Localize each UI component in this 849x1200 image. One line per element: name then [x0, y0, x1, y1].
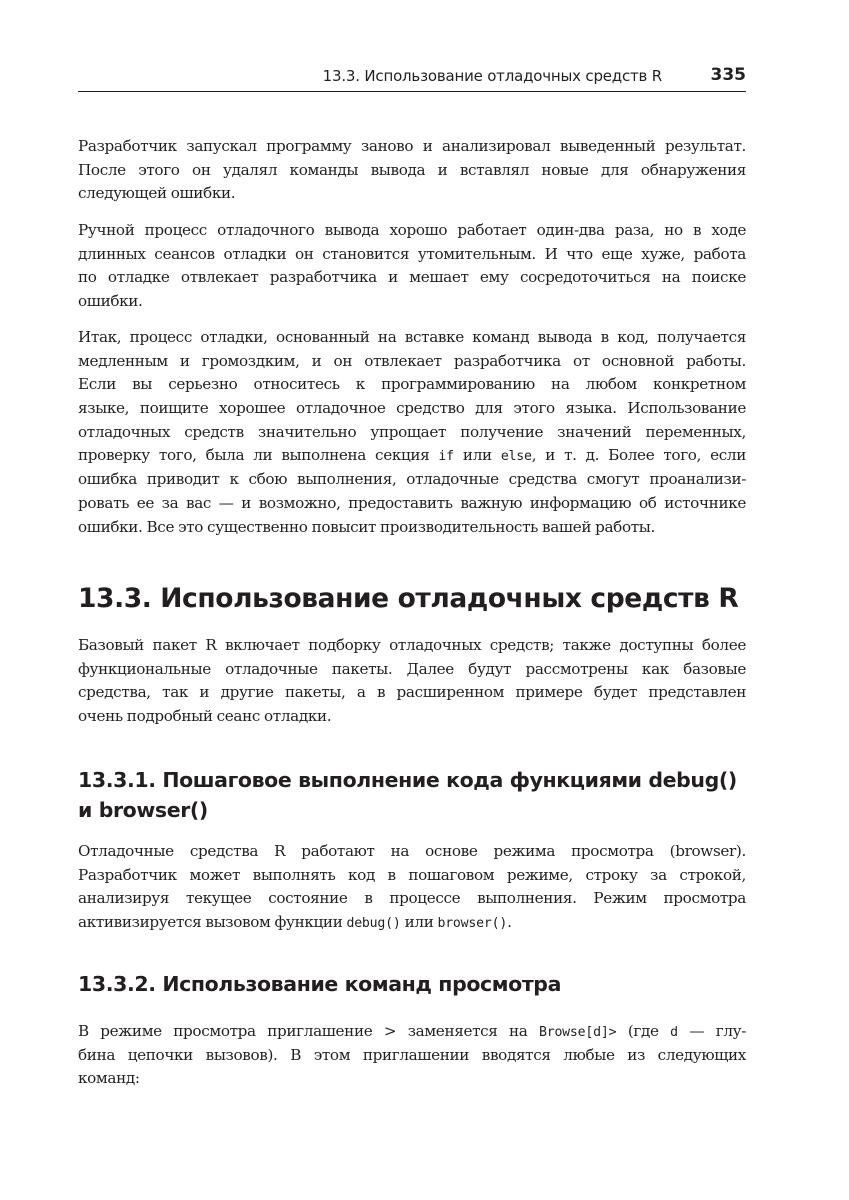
paragraph-manual-debug [78, 219, 746, 314]
text-line: следующей ошибки. [78, 184, 236, 203]
text-line [78, 911, 746, 935]
text-line: по отладке отвлекает разработчика и мешает ему сосредоточиться на поиске [78, 268, 746, 287]
code-browser: browser() [437, 916, 508, 932]
code-d: d [670, 1025, 678, 1040]
text-line: Итак, процесс отладки, основанный на вставке команд вывода в код, получается [78, 328, 746, 346]
code-if: if [438, 449, 454, 465]
text-line: ошибки. [78, 292, 143, 311]
code-debug: debug() [346, 916, 401, 932]
heading-line: и browser() [78, 798, 208, 822]
text-line: языке, поищите хорошее отладочное средство для этого языка. Использование [78, 399, 746, 418]
paragraph-browser-mode [78, 840, 746, 935]
running-title: 13.3. Использование отладочных средств R [322, 67, 662, 85]
text-line: ошибка приводит к сбою выполнения, отладочные средства смогут проанализи- [78, 470, 746, 489]
text-line: После этого он удалял команды вывода и вставлял новые для обнаружения [78, 160, 746, 179]
page-number: 335 [710, 65, 746, 85]
subsection-heading-debug-browser [78, 765, 737, 825]
text-line: бина цепочки вызовов). В этом приглашении вводятся любые из следующих [78, 1045, 746, 1064]
code-browse-prompt: Browse[d]> [538, 1025, 617, 1040]
text-line: отладочных средств значительно упрощает получение значений переменных, [78, 422, 746, 441]
text-fragment: проверку того, была ли выполнена секция [78, 446, 439, 465]
section-heading: 13.3. Использование отладочных средств R [78, 583, 739, 614]
text-line: Разработчик запускал программу заново и анализировал выведенный результат. [78, 137, 746, 155]
text-line: Если вы серьезно относитесь к программированию на любом конкретном [78, 375, 746, 394]
text-line: медленным и громоздким, и он отвлекает разработчика от основной работы. [78, 351, 746, 370]
text-fragment: . [507, 913, 512, 932]
paragraph-debug-output-rerun [78, 135, 746, 206]
text-line: Базовый пакет R включает подборку отладочных средств; также доступны более [78, 636, 746, 654]
subsection-heading-browser-commands: 13.3.2. Использование команд просмотра [78, 972, 562, 996]
paragraph-section-intro [78, 634, 746, 729]
text-fragment: или [453, 446, 501, 465]
heading-line: 13.3.1. Пошаговое выполнение кода функциями debug() [78, 768, 737, 792]
text-line: очень подробный сеанс отладки. [78, 707, 332, 726]
paragraph-debugger-benefits [78, 326, 746, 539]
text-fragment: активизируется вызовом функции [78, 913, 347, 932]
text-fragment: , и т. д. Более того, если [531, 446, 746, 465]
paragraph-browse-prompt [78, 1020, 746, 1091]
text-line: Разработчик может выполнять код в пошаговом режиме, строку за строкой, [78, 865, 746, 884]
text-line: анализируя текущее состояние в процессе выполнения. Режим просмотра [78, 889, 746, 908]
text-line [78, 444, 746, 468]
text-fragment: — глу- [677, 1022, 746, 1040]
text-line: Ручной процесс отладочного вывода хорошо работает один-два раза, но в ходе [78, 221, 746, 239]
text-line: функциональные отладочные пакеты. Далее будут рассмотрены как базовые [78, 659, 746, 678]
text-line: команд: [78, 1069, 140, 1088]
code-else: else [500, 449, 532, 465]
running-header [78, 62, 746, 92]
text-fragment: В режиме просмотра приглашение > заменяется на [78, 1022, 539, 1040]
text-line [78, 1020, 746, 1044]
text-line: ровать ее за вас — и возможно, предоставить важную информацию об источнике [78, 493, 746, 512]
text-fragment: (где [616, 1022, 671, 1040]
text-line: средства, так и другие пакеты, а в расширенном примере будет представлен [78, 683, 746, 702]
text-line: длинных сеансов отладки он становится утомительным. И что еще хуже, работа [78, 244, 746, 263]
text-fragment: или [400, 913, 438, 932]
text-line: ошибки. Все это существенно повысит производительность вашей работы. [78, 517, 656, 536]
text-line: Отладочные средства R работают на основе режима просмотра (browser). [78, 842, 746, 860]
